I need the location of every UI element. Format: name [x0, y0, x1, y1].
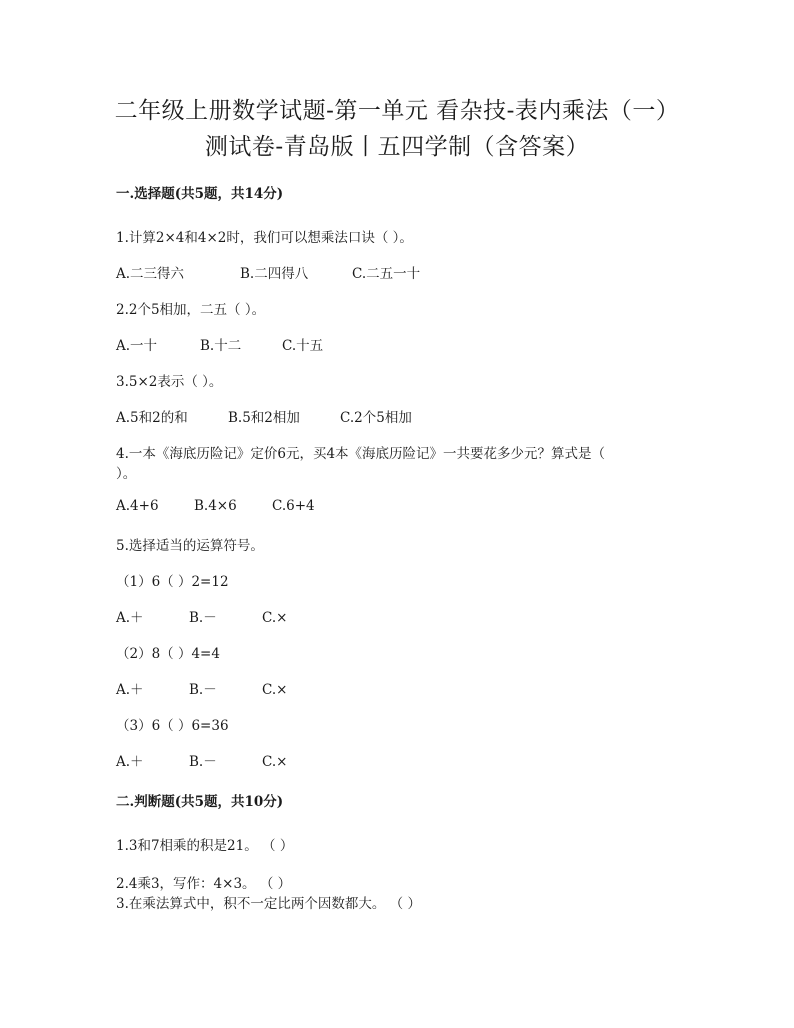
q5-sub2-option-c: C.× — [262, 682, 288, 698]
q5-sub1-text: （1）6（ ）2=12 — [116, 574, 229, 590]
q5-sub3-option-b: B.－ — [189, 754, 217, 770]
page-title-line2: 测试卷-青岛版丨五四学制（含答案） — [204, 134, 590, 160]
q5-sub1-option-b: B.－ — [189, 610, 217, 626]
q3-text: 3.5×2表示（ ）。 — [116, 374, 223, 390]
q5-sub1-options — [116, 606, 287, 626]
q4-options — [116, 498, 315, 514]
q5-sub2-option-b: B.－ — [189, 682, 217, 698]
judge-q1-text: 1.3和7相乘的积是21。 （ ） — [116, 838, 294, 854]
q1-option-b: B.二四得八 — [240, 266, 309, 282]
q1-text: 1.计算2×4和4×2时，我们可以想乘法口诀（ ）。 — [116, 230, 413, 246]
q5-sub3-options — [116, 750, 287, 770]
q3-option-a: A.5和2的和 — [116, 410, 188, 426]
q2-text: 2.2个5相加，二五（ ）。 — [116, 302, 266, 318]
q2-option-b: B.十二 — [200, 338, 242, 354]
q3-options — [116, 406, 412, 426]
section1-heading: 一.选择题(共5题，共14分) — [116, 186, 284, 202]
q4-text-line2: ）。 — [116, 466, 137, 482]
q5-sub1-option-c: C.× — [262, 610, 288, 626]
q3-option-c: C.2个5相加 — [340, 410, 412, 426]
q2-option-c: C.十五 — [282, 338, 324, 354]
q3-option-b: B.5和2相加 — [228, 410, 300, 426]
q2-options — [116, 334, 323, 354]
q5-sub3-text: （3）6（ ）6=36 — [116, 718, 229, 734]
q2-option-a: A.一十 — [116, 338, 158, 354]
section2-heading: 二.判断题(共5题，共10分) — [116, 794, 284, 810]
q4-option-c: C.6+4 — [272, 498, 315, 514]
q5-sub2-text: （2）8（ ）4=4 — [116, 646, 220, 662]
q5-sub3-option-c: C.× — [262, 754, 288, 770]
q5-sub3-option-a: A.＋ — [116, 754, 144, 770]
judge-q2-text: 2.4乘3，写作：4×3。 （ ） — [116, 876, 292, 892]
q4-option-b: B.4×6 — [194, 498, 237, 514]
q5-sub1-option-a: A.＋ — [116, 610, 144, 626]
q1-option-c: C.二五一十 — [352, 266, 421, 282]
q1-option-a: A.二三得六 — [116, 266, 185, 282]
q4-option-a: A.4+6 — [116, 498, 159, 514]
q1-options — [116, 262, 420, 282]
page-title-line1: 二年级上册数学试题-第一单元 看杂技-表内乘法（一） — [114, 98, 680, 124]
q4-text-line1: 4.一本《海底历险记》定价6元，买4本《海底历险记》一共要花多少元？算式是（ — [116, 446, 606, 462]
q5-sub2-options — [116, 678, 287, 698]
judge-q3-text: 3.在乘法算式中，积不一定比两个因数都大。 （ ） — [116, 896, 421, 912]
q5-text: 5.选择适当的运算符号。 — [116, 538, 264, 554]
q5-sub2-option-a: A.＋ — [116, 682, 144, 698]
